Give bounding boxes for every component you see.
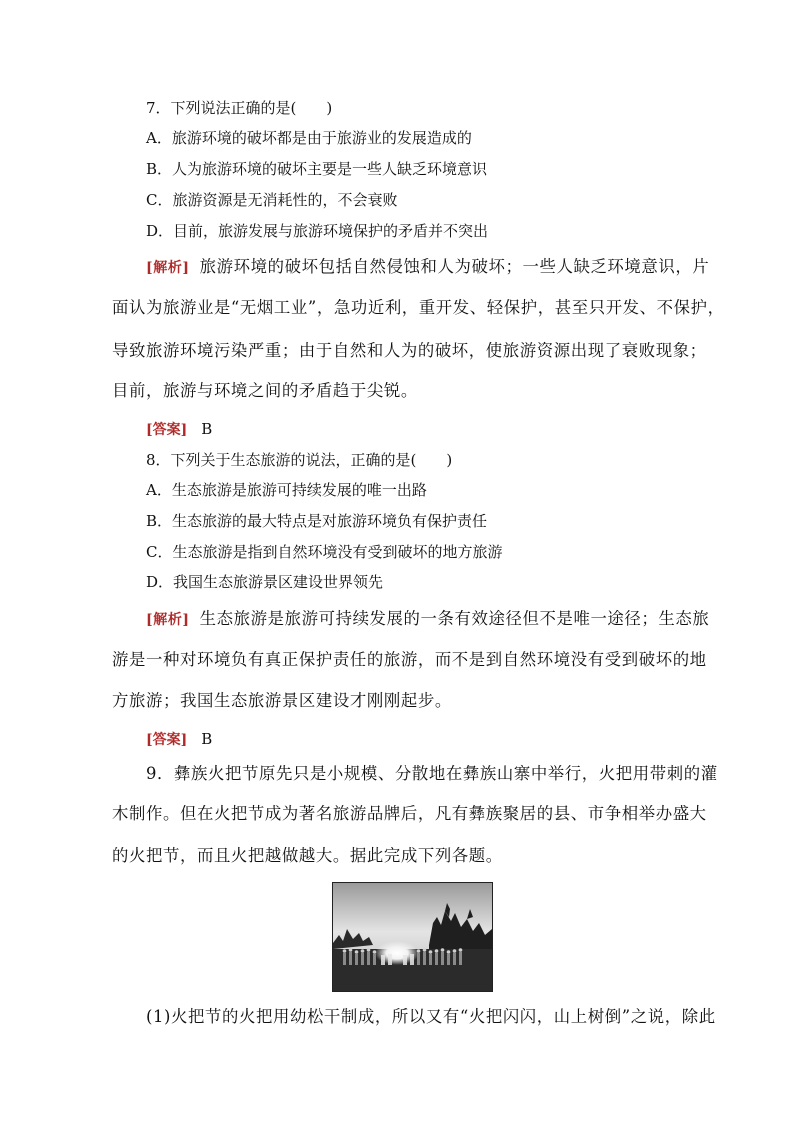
- q8-option-c: C．生态旅游是指到自然环境没有受到破坏的地方旅游: [146, 543, 503, 561]
- q8-analysis-line-1: [146, 609, 709, 630]
- q9-intro-line-2: 木制作。但在火把节成为著名旅游品牌后，凡有彝族聚居的县、市争相举办盛大: [112, 804, 707, 823]
- q7-analysis-text-1: 旅游环境的破坏包括自然侵蚀和人为破坏；一些人缺乏环境意识，片: [199, 257, 710, 276]
- q8-answer-tag: [答案]: [146, 732, 188, 748]
- q8-analysis-line-2: 游是一种对环境负有真正保护责任的旅游，而不是到自然环境没有受到破坏的地: [112, 650, 707, 669]
- q7-analysis-line-2: 面认为旅游业是“无烟工业”，急功近利，重开发、轻保护，甚至只开发、不保护，: [112, 298, 725, 317]
- q8-option-d: D．我国生态旅游景区建设世界领先: [146, 573, 384, 591]
- q7-option-b: B．人为旅游环境的破坏主要是一些人缺乏环境意识: [146, 160, 488, 178]
- q7-analysis-line-3: 导致旅游环境污染严重；由于自然和人为的破坏，使旅游资源出现了衰败现象；: [112, 341, 707, 360]
- q7-analysis-tag: [解析]: [146, 260, 190, 276]
- q8-analysis-tag: [解析]: [146, 612, 190, 628]
- q7-option-d: D．目前，旅游发展与旅游环境保护的矛盾并不突出: [146, 222, 489, 240]
- torch-festival-photo: [332, 882, 493, 992]
- q9-intro-line-1: 9．彝族火把节原先只是小规模、分散地在彝族山寨中举行，火把用带刺的灌: [146, 764, 718, 783]
- q7-answer-tag: [答案]: [146, 422, 188, 438]
- q7-option-a: A．旅游环境的破坏都是由于旅游业的发展造成的: [146, 129, 472, 147]
- q8-option-b: B．生态旅游的最大特点是对旅游环境负有保护责任: [146, 512, 488, 530]
- q7-analysis-line-1: [146, 257, 709, 278]
- q8-answer: [146, 729, 212, 750]
- q8-answer-value: B: [201, 730, 213, 748]
- q7-stem: 7．下列说法正确的是( ): [146, 99, 333, 117]
- q9-intro-line-3: 的火把节，而且火把越做越大。据此完成下列各题。: [112, 846, 503, 865]
- q9-sub1: (1)火把节的火把用幼松干制成，所以又有“火把闪闪，山上树倒”之说，除此: [146, 1007, 716, 1026]
- q8-analysis-text-1: 生态旅游是旅游可持续发展的一条有效途径但不是唯一途径；生态旅: [199, 609, 710, 628]
- torch-festival-photo-image: [333, 883, 492, 991]
- q7-answer-value: B: [201, 420, 213, 438]
- q8-stem: 8．下列关于生态旅游的说法，正确的是( ): [146, 451, 453, 469]
- q8-option-a: A．生态旅游是旅游可持续发展的唯一出路: [146, 481, 427, 499]
- q7-option-c: C．旅游资源是无消耗性的，不会衰败: [146, 191, 398, 209]
- q7-answer: [146, 419, 212, 440]
- q8-analysis-line-3: 方旅游；我国生态旅游景区建设才刚刚起步。: [112, 691, 452, 710]
- q7-analysis-line-4: 目前，旅游与环境之间的矛盾趋于尖锐。: [112, 381, 418, 400]
